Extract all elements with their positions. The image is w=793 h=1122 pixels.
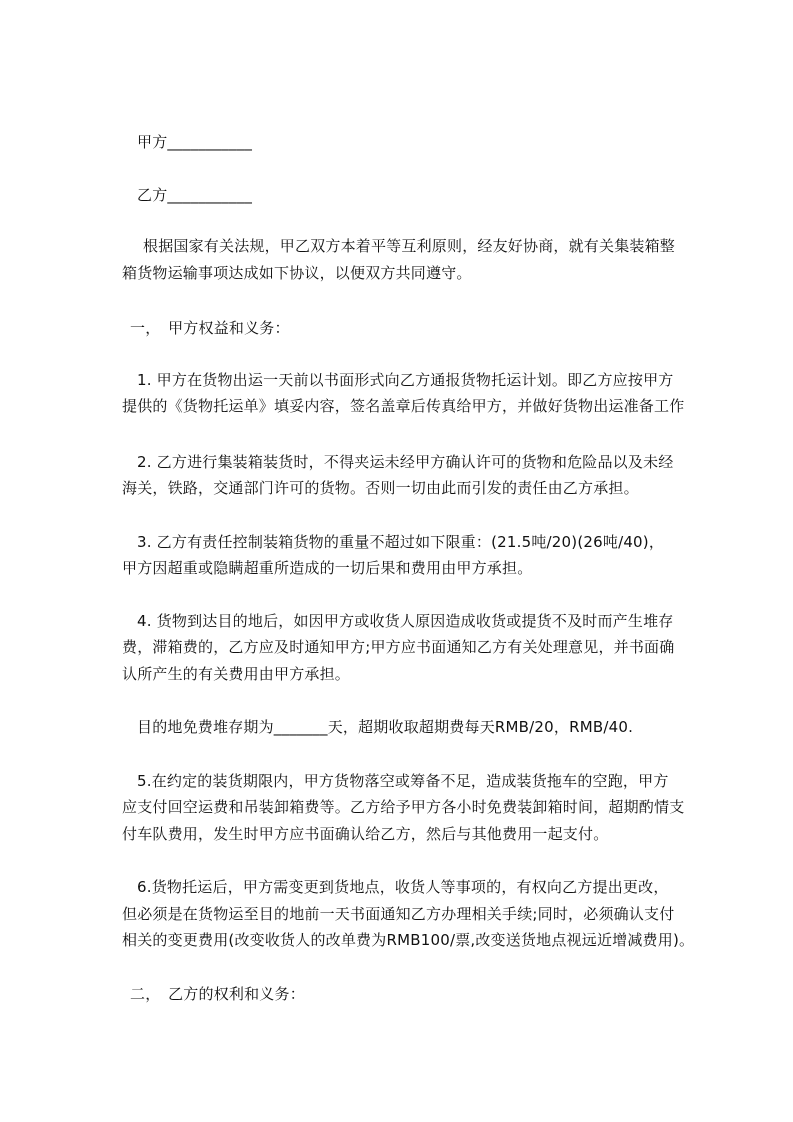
item-6-line-1: 6.货物托运后，甲方需变更到货地点，收货人等事项的，有权向乙方提出更改， <box>137 878 669 896</box>
item-2-line-2: 海关，铁路，交通部门许可的货物。否则一切由此而引发的责任由乙方承担。 <box>122 479 639 497</box>
party-a-line: 甲方___________ <box>137 133 253 151</box>
item-3-line-1: 3. 乙方有责任控制装箱货物的重量不超过如下限重：(21.5吨/20)(26吨/40)， <box>137 533 665 551</box>
party-b-line: 乙方___________ <box>137 186 253 204</box>
item-6-line-2: 但必须是在货物运至目的地前一天书面通知乙方办理相关手续;同时，必须确认支付 <box>122 905 675 923</box>
item-1-line-1: 1. 甲方在货物出运一天前以书面形式向乙方通报货物托运计划。即乙方应按甲方 <box>137 371 674 389</box>
item-3-line-2: 甲方因超重或隐瞒超重所造成的一切后果和费用由甲方承担。 <box>122 559 533 577</box>
item-5-line-2: 应支付回空运费和吊装卸箱费等。乙方给予甲方各小时免费装卸箱时间，超期酌情支 <box>122 798 685 816</box>
section-1-heading: 一， 甲方权益和义务： <box>130 319 290 337</box>
item-4-line-1: 4. 货物到达目的地后，如因甲方或收货人原因造成收货或提货不及时而产生堆存 <box>137 612 674 630</box>
intro-line-1: 根据国家有关法规，甲乙双方本着平等互利原则，经友好协商，就有关集装箱整 <box>143 237 676 255</box>
item-5-line-3: 付车队费用，发生时甲方应书面确认给乙方，然后与其他费用一起支付。 <box>122 825 609 843</box>
item-1-line-2: 提供的《货物托运单》填妥内容，签名盖章后传真给甲方，并做好货物出运准备工作 <box>122 397 685 415</box>
section-2-heading: 二， 乙方的权利和义务： <box>130 985 305 1003</box>
item-6-line-3: 相关的变更费用(改变收货人的改单费为RMB100/票,改变送货地点视远近增减费用)。 <box>122 931 695 949</box>
intro-line-2: 箱货物运输事项达成如下协议，以便双方共同遵守。 <box>122 264 472 282</box>
item-2-line-1: 2. 乙方进行集装箱装货时，不得夹运未经甲方确认许可的货物和危险品以及未经 <box>137 453 674 471</box>
item-4-line-2: 费，滞箱费的，乙方应及时通知甲方;甲方应书面通知乙方有关处理意见，并书面确 <box>122 638 675 656</box>
free-storage-line: 目的地免费堆存期为_______天，超期收取超期费每天RMB/20，RMB/40. <box>137 718 634 736</box>
item-5-line-1: 5.在约定的装货期限内，甲方货物落空或筹备不足，造成装货拖车的空跑，甲方 <box>137 772 669 790</box>
item-4-line-3: 认所产生的有关费用由甲方承担。 <box>122 665 351 683</box>
